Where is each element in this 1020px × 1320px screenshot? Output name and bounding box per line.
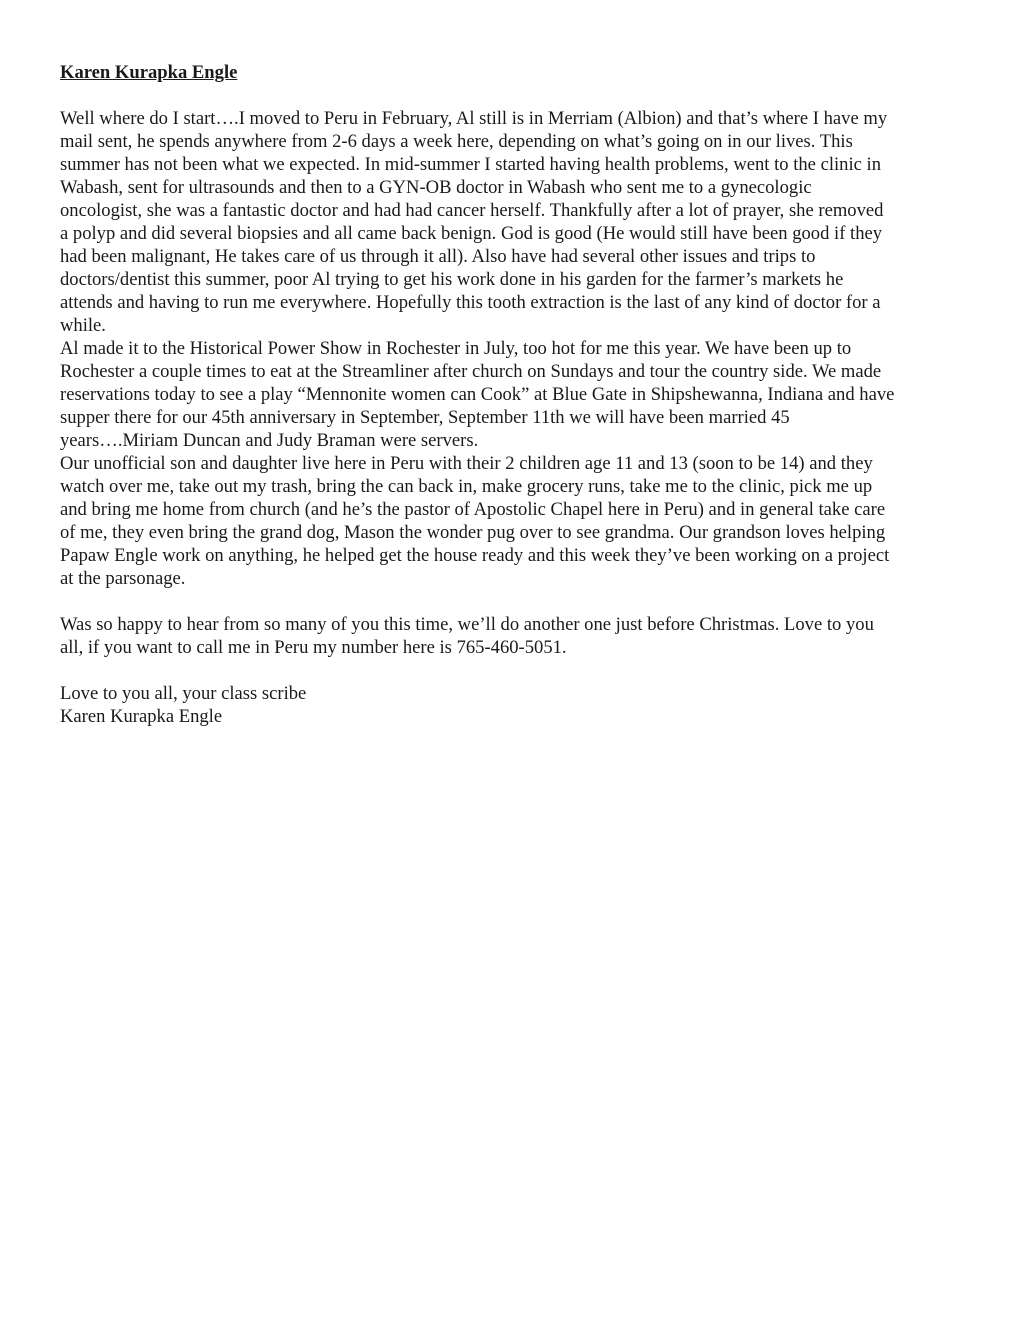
paragraph-moving-to-peru: Well where do I start….I moved to Peru in February, Al still is in Merriam (Albion) and that’s where I have my mail sent, he spends anywhere from 2-6 days a week here, depending on what’s going on in our lives. This summer has not been what we expected. In mid-summer I started having health problems, went to the clinic in Wabash, sent for ultrasounds and then to a GYN-OB doctor in Wabash who sent me to a gynecologic oncologist, she was a fantastic doctor and had had cancer herself. Thankfully after a lot of prayer, she removed a polyp and did several biopsies and all came back benign. God is good (He would still have been good if they had been malignant, He takes care of us through it all). Also have had several other issues and trips to doctors/dentist this summer, poor Al trying to get his work done in his garden for the farmer’s markets he attends and having to run me everywhere. Hopefully this tooth extraction is the last of any kind of doctor for a while. (60, 108, 888, 336)
signoff-line: Love to you all, your class scribe (60, 683, 307, 704)
paragraph-power-show: Al made it to the Historical Power Show in Rochester in July, too hot for me this year. We have been up to Rochester a couple times to eat at the Streamliner after church on Sundays and tour the country side. We made reservations today to see a play “Mennonite women can Cook” at Blue Gate in Shipshewanna, Indiana and have supper there for our 45th anniversary in September, September 11th we will have been married 45 years….Miriam Duncan and Judy Braman were servers. (60, 338, 895, 451)
signoff-block (60, 682, 960, 728)
paragraph-closing: Was so happy to hear from so many of you this time, we’ll do another one just before Christmas. Love to you all, if you want to call me in Peru my number here is 765-460-5051. (60, 614, 874, 658)
signoff-name: Karen Kurapka Engle (60, 706, 223, 727)
document-page (60, 61, 960, 728)
paragraph-gap (60, 659, 960, 682)
paragraph-gap (60, 590, 960, 613)
document-heading: Karen Kurapka Engle (60, 62, 238, 83)
paragraph-family: Our unofficial son and daughter live here in Peru with their 2 children age 11 and 13 (soon to be 14) and they watch over me, take out my trash, bring the can back in, make grocery runs, take me to the clinic, pick me up and bring me home from church (and he’s the pastor of Apostolic Chapel here in Peru) and in general take care of me, they even bring the grand dog, Mason the wonder pug over to see grandma. Our grandson loves helping Papaw Engle work on anything, he helped get the house ready and this week they’ve been working on a project at the parsonage. (60, 453, 890, 589)
